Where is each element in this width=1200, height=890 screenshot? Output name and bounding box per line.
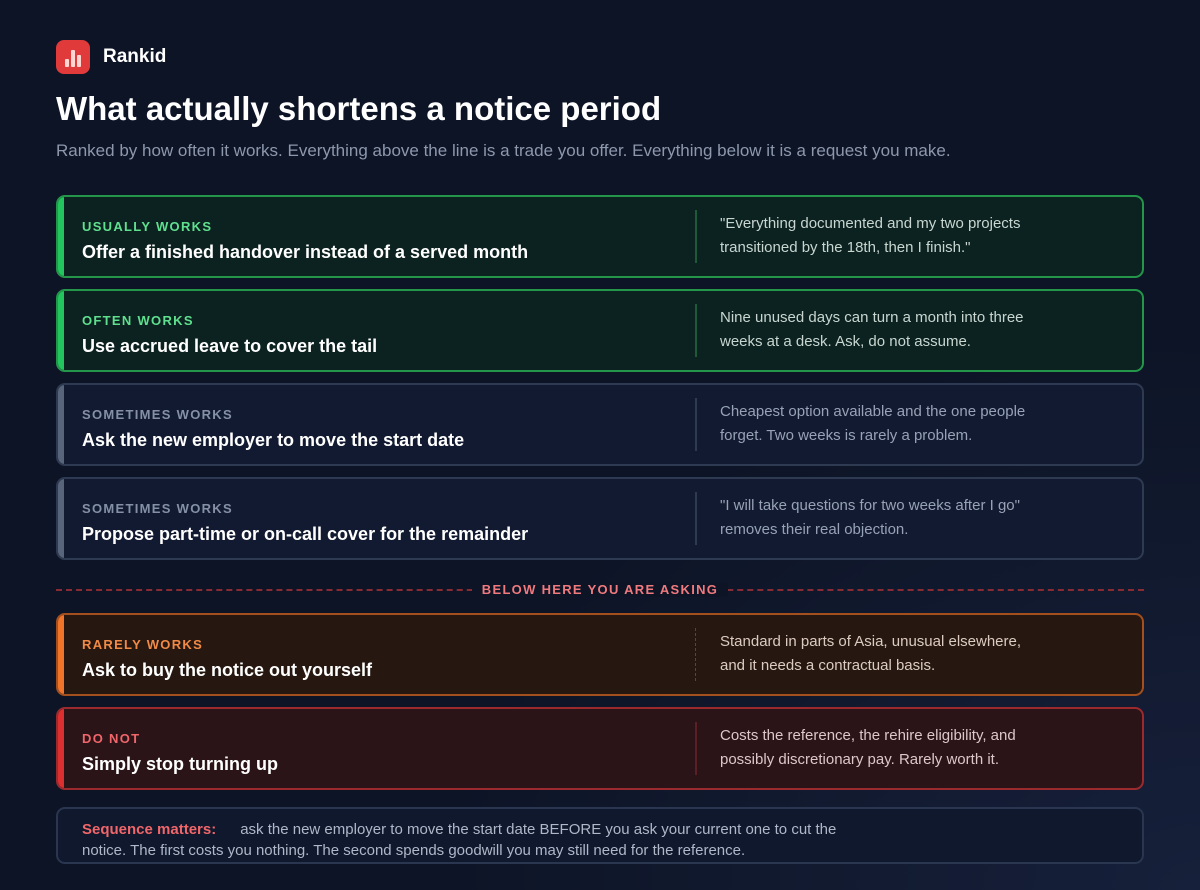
footer-text (82, 819, 842, 861)
bar-chart-icon (56, 40, 90, 74)
item-rating: OFTEN WORKS (82, 313, 194, 328)
page-title: What actually shortens a notice period (56, 90, 662, 127)
item-divider (695, 398, 697, 451)
item-note: Costs the reference, the rehire eligibility, and possibly discretionary pay. Rarely worth it. (720, 727, 1016, 768)
page-subtitle: Ranked by how often it works. Everything above the line is a trade you offer. Everything below it is a request you make. (56, 141, 951, 160)
ranked-item (56, 477, 1144, 560)
accent-bar (58, 709, 64, 788)
accent-bar (58, 479, 64, 558)
ranked-item (56, 613, 1144, 696)
item-divider (695, 304, 697, 357)
brand-name: Rankid (103, 46, 167, 67)
item-rating: DO NOT (82, 731, 141, 746)
item-note: "Everything documented and my two projects transitioned by the 18th, then I finish." (720, 215, 1021, 256)
item-divider (695, 210, 697, 263)
item-rating: USUALLY WORKS (82, 219, 213, 234)
item-heading: Use accrued leave to cover the tail (82, 336, 378, 356)
asking-divider (0, 581, 1200, 599)
item-divider (695, 492, 697, 545)
item-rating: RARELY WORKS (82, 637, 204, 652)
item-note: Nine unused days can turn a month into three weeks at a desk. Ask, do not assume. (720, 309, 1024, 350)
brand (56, 40, 166, 74)
item-rating: SOMETIMES WORKS (82, 407, 233, 422)
footer-note (56, 807, 1144, 864)
accent-bar (58, 615, 64, 694)
item-note: "I will take questions for two weeks after I go" removes their real objection. (720, 497, 1020, 538)
ranked-item (56, 289, 1144, 372)
item-divider (695, 722, 697, 775)
item-note: Standard in parts of Asia, unusual elsewhere, and it needs a contractual basis. (720, 633, 1022, 674)
item-rating: SOMETIMES WORKS (82, 501, 233, 516)
item-heading: Ask to buy the notice out yourself (82, 660, 373, 680)
ranked-item (56, 383, 1144, 466)
footer-body: ask the new employer to move the start date BEFORE you ask your current one to cut the notice. The first costs you nothing. The second spends goodwill you may still need for the reference. (82, 821, 837, 859)
ranked-item (56, 707, 1144, 790)
ranked-item (56, 195, 1144, 278)
item-heading: Simply stop turning up (82, 754, 278, 774)
item-divider (695, 628, 696, 681)
accent-bar (58, 291, 64, 370)
accent-bar (58, 385, 64, 464)
footer-lead: Sequence matters: (82, 821, 217, 838)
accent-bar (58, 197, 64, 276)
item-heading: Propose part-time or on-call cover for the remainder (82, 524, 529, 544)
item-heading: Offer a finished handover instead of a served month (82, 242, 529, 262)
item-note: Cheapest option available and the one people forget. Two weeks is rarely a problem. (720, 403, 1026, 444)
item-heading: Ask the new employer to move the start date (82, 430, 465, 450)
asking-divider-label: BELOW HERE YOU ARE ASKING (472, 582, 728, 597)
